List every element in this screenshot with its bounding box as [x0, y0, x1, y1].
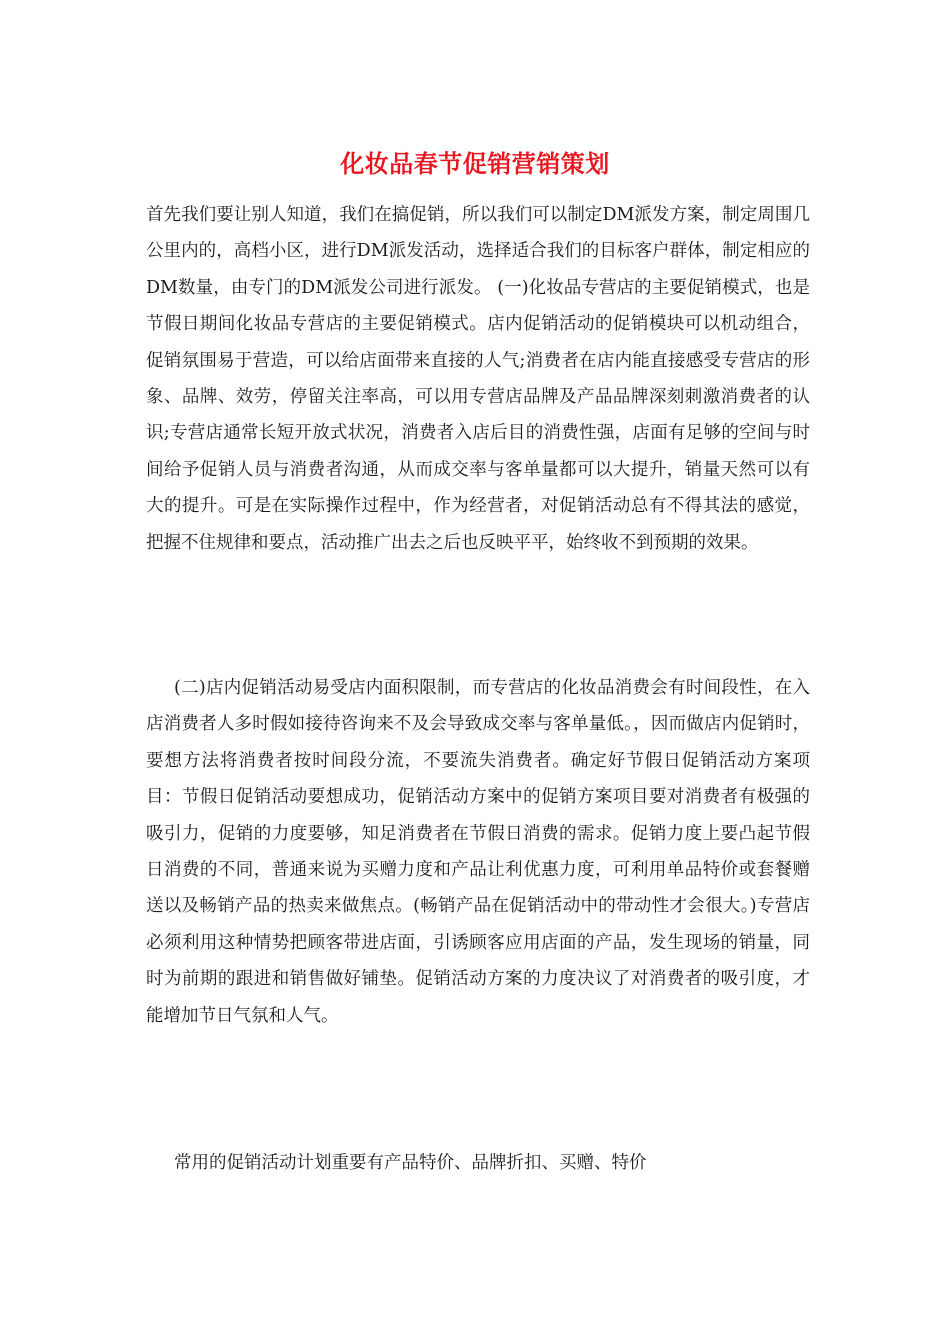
body-paragraph-3: 常用的促销活动计划重要有产品特价、品牌折扣、买赠、特价 — [174, 1153, 647, 1173]
body-paragraph-2: (二)店内促销活动易受店内面积限制，而专营店的化妆品消费会有时间段性，在入店消费者人多时假如接待咨询来不及会导致成交率与客单量低。，因而做店内促销时，要想方法将消费者按时间段分流，不要流失消费者。确定好节假日促销活动方案项目：节假日促销活动要想成功，促销活动方案中的促销方案项目要对消费者有极强的吸引力，促销的力度要够，知足消费者在节假日消费的需求。促销力度上要凸起节假日消费的不同，普通来说为买赠力度和产品让利优惠力度，可利用单品特价或套餐赠送以及畅销产品的热卖来做焦点。(畅销产品在促销活动中的带动性才会很大。)专营店必须利用这种情势把顾客带进店面，引诱顾客应用店面的产品，发生现场的销量，同时为前期的跟进和销售做好铺垫。促销活动方案的力度决议了对消费者的吸引度，才能增加节日气氛和人气。 — [146, 678, 810, 1026]
document-title: 化妆品春节促销营销策划 — [340, 149, 610, 178]
body-paragraph-1: 首先我们要让别人知道，我们在搞促销，所以我们可以制定DM派发方案，制定周围几公里内的，高档小区，进行DM派发活动，选择适合我们的目标客户群体，制定相应的DM数量，由专门的DM派发公司进行派发。 (一)化妆品专营店的主要促销模式，也是节假日期间化妆品专营店的主要促销模式。店内促销活动的促销模块可以机动组合，促销氛围易于营造，可以给店面带来直接的人气;消费者在店内能直接感受专营店的形象、品牌、效劳，停留关注率高，可以用专营店品牌及产品品牌深刻刺激消费者的认识;专营店通常长短开放式状况，消费者入店后目的消费性强，店面有足够的空间与时间给予促销人员与消费者沟通，从而成交率与客单量都可以大提升，销量天然可以有大的提升。可是在实际操作过程中，作为经营者，对促销活动总有不得其法的感觉，把握不住规律和要点，活动推广出去之后也反映平平，始终收不到预期的效果。 — [146, 205, 810, 553]
